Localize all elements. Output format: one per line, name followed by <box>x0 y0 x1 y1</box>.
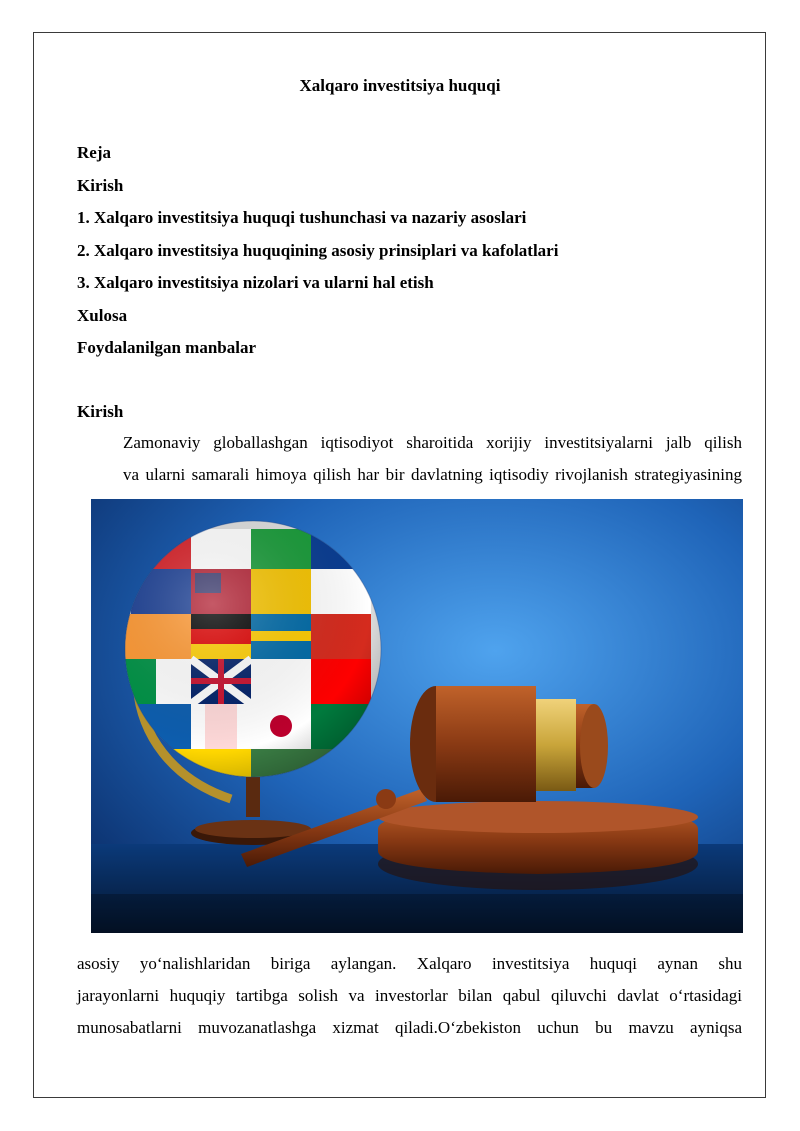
paragraph-line: munosabatlarni muvozanatlashga xizmat qiladi.O‘zbekiston uchun bu mavzu ayniqsa <box>77 1018 742 1037</box>
paragraph-line: jarayonlarni huquqiy tartibga solish va investorlar bilan qabul qiluvchi davlat o‘rtasidagi <box>77 986 742 1005</box>
toc-item-1: 1. Xalqaro investitsiya huquqi tushunchasi va nazariy asoslari <box>77 208 527 227</box>
paragraph-line: va ularni samarali himoya qilish har bir davlatning iqtisodiy rivojlanish strategiyasining <box>123 465 742 484</box>
intro-paragraph <box>77 427 742 491</box>
section-heading: Kirish <box>77 402 124 421</box>
toc-item-manbalar: Foydalanilgan manbalar <box>77 338 257 357</box>
continuation-paragraph <box>77 948 742 1044</box>
toc-item-reja: Reja <box>77 143 111 162</box>
table-of-contents <box>77 142 558 370</box>
paragraph-line: asosiy yo‘nalishlaridan biriga aylangan. Xalqaro investitsiya huquqi aynan shu <box>77 954 742 973</box>
paragraph-line: Zamonaviy globallashgan iqtisodiyot sharoitida xorijiy investitsiyalarni jalb qilish <box>123 433 742 452</box>
globe-gavel-image <box>91 499 743 933</box>
toc-item-2: 2. Xalqaro investitsiya huquqining asosiy prinsiplari va kafolatlari <box>77 240 559 260</box>
document-title: Xalqaro investitsiya huquqi <box>299 76 501 95</box>
toc-item-kirish: Kirish <box>77 175 124 195</box>
illustration-svg <box>91 499 743 933</box>
toc-item-xulosa: Xulosa <box>77 305 128 325</box>
toc-item-3: 3. Xalqaro investitsiya nizolari va ularni hal etish <box>77 273 434 292</box>
